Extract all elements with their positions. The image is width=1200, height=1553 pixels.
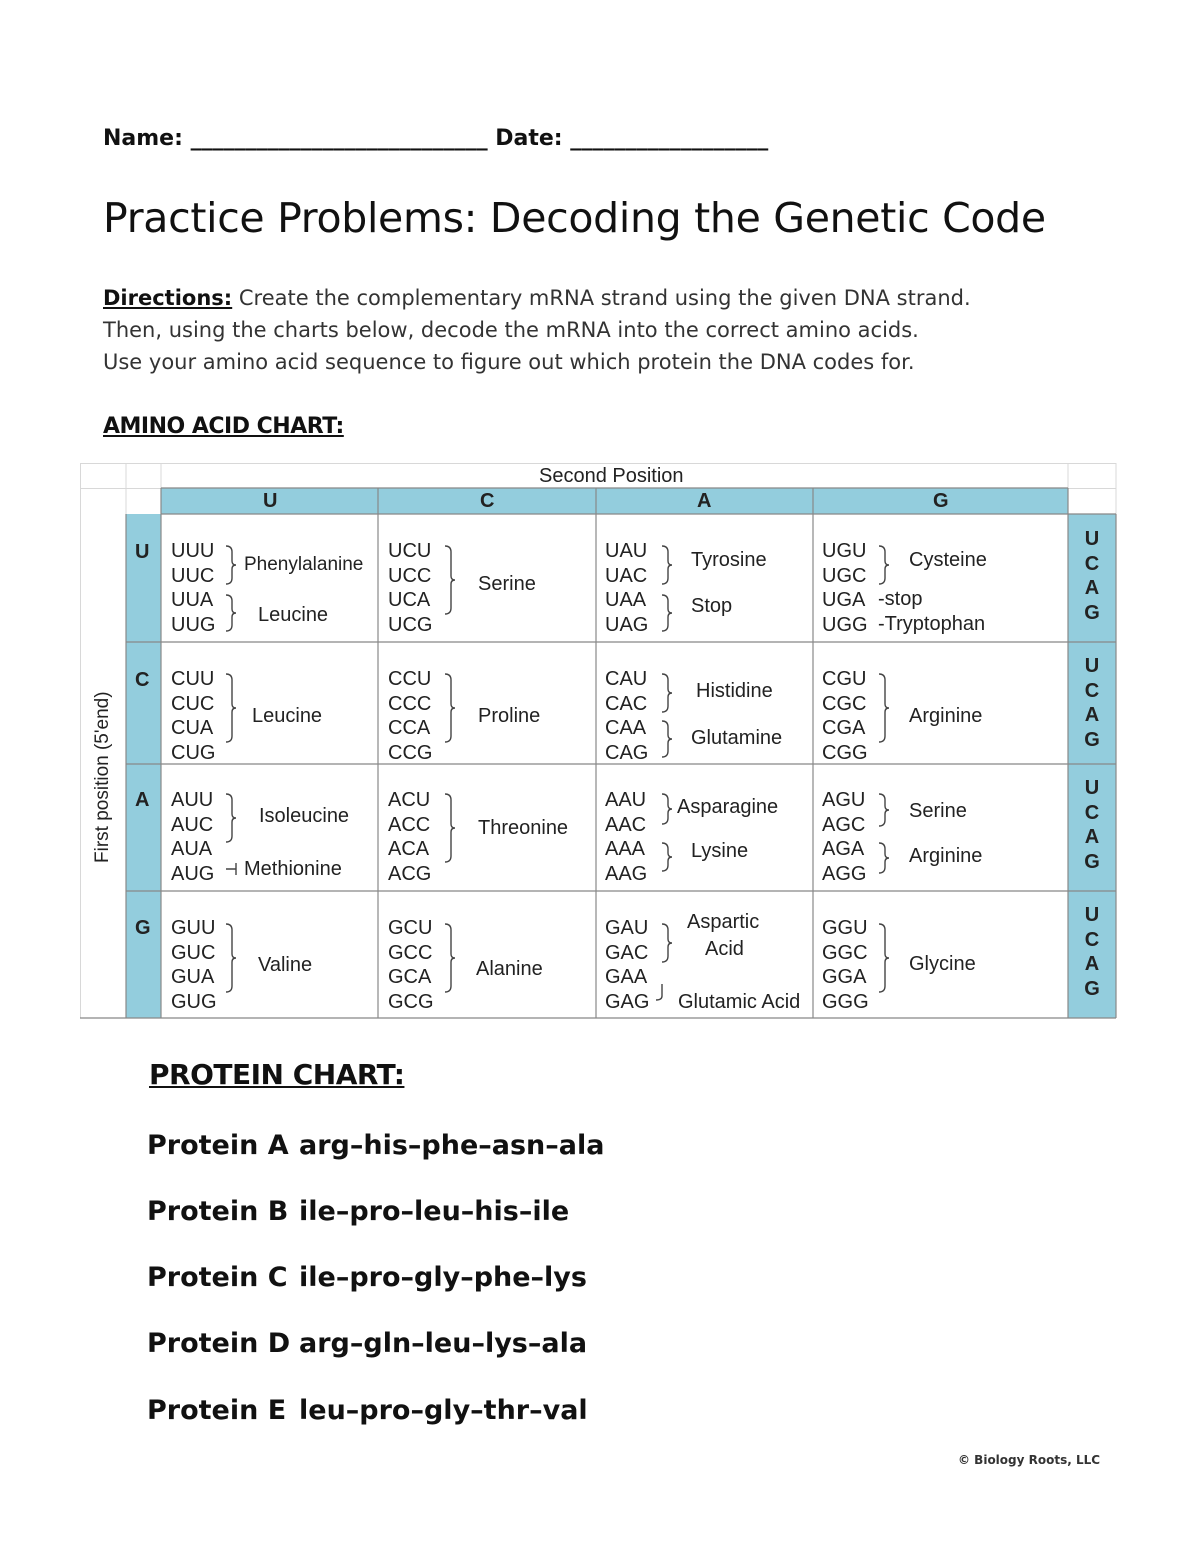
codon-list-ca: CAU CAC CAA CAG: [605, 668, 649, 764]
codon-list-ga: GAU GAC GAA GAG: [605, 917, 650, 1013]
codon-list-ug: UGU UGC UGA UGG: [822, 540, 868, 636]
codon-list-gc: GCU GCC GCA GCG: [388, 917, 434, 1013]
amino-acid-methionine: Methionine: [244, 858, 342, 880]
protein-row-d: [147, 1328, 587, 1359]
codon-list-gg: GGU GGC GGA GGG: [822, 917, 869, 1013]
codon-list-cu: CUU CUC CUA CUG: [171, 668, 216, 764]
name-field[interactable]: ___________________________: [190, 126, 488, 151]
amino-acid-glycine: Glycine: [909, 953, 976, 975]
amino-acid-tryptophan: -Tryptophan: [878, 613, 986, 635]
col-header-g: G: [933, 490, 949, 512]
codon-chart-grid: [80, 463, 1117, 1019]
amino-acid-asparagine: Asparagine: [677, 796, 779, 818]
copyright-notice: © Biology Roots, LLC: [958, 1453, 1101, 1467]
codon-chart: [80, 463, 1117, 1019]
protein-sequence: arg–gln–leu–lys–ala: [299, 1328, 588, 1359]
protein-name: Protein D: [147, 1328, 291, 1359]
protein-sequence: leu–pro–gly–thr–val: [299, 1395, 588, 1426]
protein-row-e: [147, 1395, 588, 1426]
codon-list-ac: ACU ACC ACA ACG: [388, 789, 432, 885]
protein-sequence: ile–pro–gly–phe–lys: [299, 1262, 587, 1293]
row-header-g: G: [135, 917, 151, 939]
directions-line-1: Create the complementary mRNA strand using the given DNA strand.: [232, 286, 971, 310]
amino-acid-glutamic-acid: Glutamic Acid: [678, 991, 801, 1013]
amino-acid-stop-uga: -stop: [878, 588, 923, 610]
protein-row-c: [147, 1262, 587, 1293]
protein-chart-heading: PROTEIN CHART:: [149, 1058, 405, 1091]
amino-acid-serine-ag: Serine: [909, 800, 967, 822]
amino-acid-alanine: Alanine: [476, 958, 543, 980]
amino-acid-glutamine: Glutamine: [691, 727, 783, 749]
col-header-c: C: [480, 490, 495, 512]
codon-list-uu: UUU UUC UUA UUG: [171, 540, 216, 636]
amino-chart-heading: AMINO ACID CHART:: [103, 414, 344, 439]
amino-acid-valine: Valine: [258, 954, 313, 976]
protein-name: Protein E: [147, 1395, 287, 1426]
col-header-u: U: [263, 490, 278, 512]
third-position-u: U C A G: [1084, 528, 1100, 624]
directions-line-3: Use your amino acid sequence to figure out which protein the DNA codes for.: [103, 350, 915, 374]
amino-acid-arginine: Arginine: [909, 705, 983, 727]
codon-list-cg: CGU CGC CGA CGG: [822, 668, 868, 764]
codon-list-ag: AGU AGC AGA AGG: [822, 789, 867, 885]
third-position-c: U C A G: [1084, 655, 1100, 751]
protein-name: Protein A: [147, 1130, 289, 1161]
third-position-g: U C A G: [1084, 904, 1100, 1000]
protein-name: Protein C: [147, 1262, 288, 1293]
amino-acid-cysteine: Cysteine: [909, 549, 987, 571]
page-title: Practice Problems: Decoding the Genetic Code: [103, 194, 1046, 242]
amino-acid-lysine: Lysine: [691, 840, 749, 862]
name-date-line: [103, 126, 768, 151]
amino-acid-aspartic-acid: Acid: [705, 938, 744, 960]
protein-row-a: [147, 1130, 604, 1161]
codon-list-uc: UCU UCC UCA UCG: [388, 540, 433, 636]
amino-acid-aspartic: Aspartic: [687, 911, 760, 933]
amino-acid-leucine-c: Leucine: [252, 705, 323, 727]
amino-acid-stop: Stop: [691, 595, 733, 617]
codon-list-gu: GUU GUC GUA GUG: [171, 917, 217, 1013]
third-position-a: U C A G: [1084, 777, 1100, 873]
amino-acid-arginine-ag: Arginine: [909, 845, 983, 867]
protein-row-b: [147, 1196, 569, 1227]
protein-sequence: arg–his–phe–asn–ala: [299, 1130, 605, 1161]
amino-acid-tyrosine: Tyrosine: [691, 549, 767, 571]
amino-acid-leucine: Leucine: [258, 604, 329, 626]
amino-acid-phenylalanine: Phenylalanine: [244, 554, 364, 575]
col-header-a: A: [697, 490, 712, 512]
directions-line-2: Then, using the charts below, decode the mRNA into the correct amino acids.: [103, 318, 919, 342]
directions: [103, 282, 971, 378]
amino-acid-proline: Proline: [478, 705, 541, 727]
amino-acid-isoleucine: Isoleucine: [259, 805, 350, 827]
date-label: Date:: [495, 126, 563, 151]
name-label: Name:: [103, 126, 183, 151]
codon-list-aa: AAU AAC AAA AAG: [605, 789, 648, 885]
codon-list-cc: CCU CCC CCA CCG: [388, 668, 433, 764]
directions-label: Directions:: [103, 286, 233, 310]
row-header-c: C: [135, 669, 150, 691]
protein-name: Protein B: [147, 1196, 289, 1227]
date-field[interactable]: __________________: [570, 126, 769, 151]
codon-list-ua: UAU UAC UAA UAG: [605, 540, 649, 636]
second-position-label: Second Position: [539, 465, 684, 487]
amino-acid-histidine: Histidine: [696, 680, 773, 702]
protein-sequence: ile–pro–leu–his–ile: [299, 1196, 570, 1227]
first-position-label: First position (5'end): [92, 691, 113, 863]
codon-list-au: AUU AUC AUA AUG: [171, 789, 215, 885]
amino-acid-threonine: Threonine: [478, 817, 569, 839]
amino-acid-serine: Serine: [478, 573, 536, 595]
row-header-a: A: [135, 789, 150, 811]
row-header-u: U: [135, 541, 150, 563]
